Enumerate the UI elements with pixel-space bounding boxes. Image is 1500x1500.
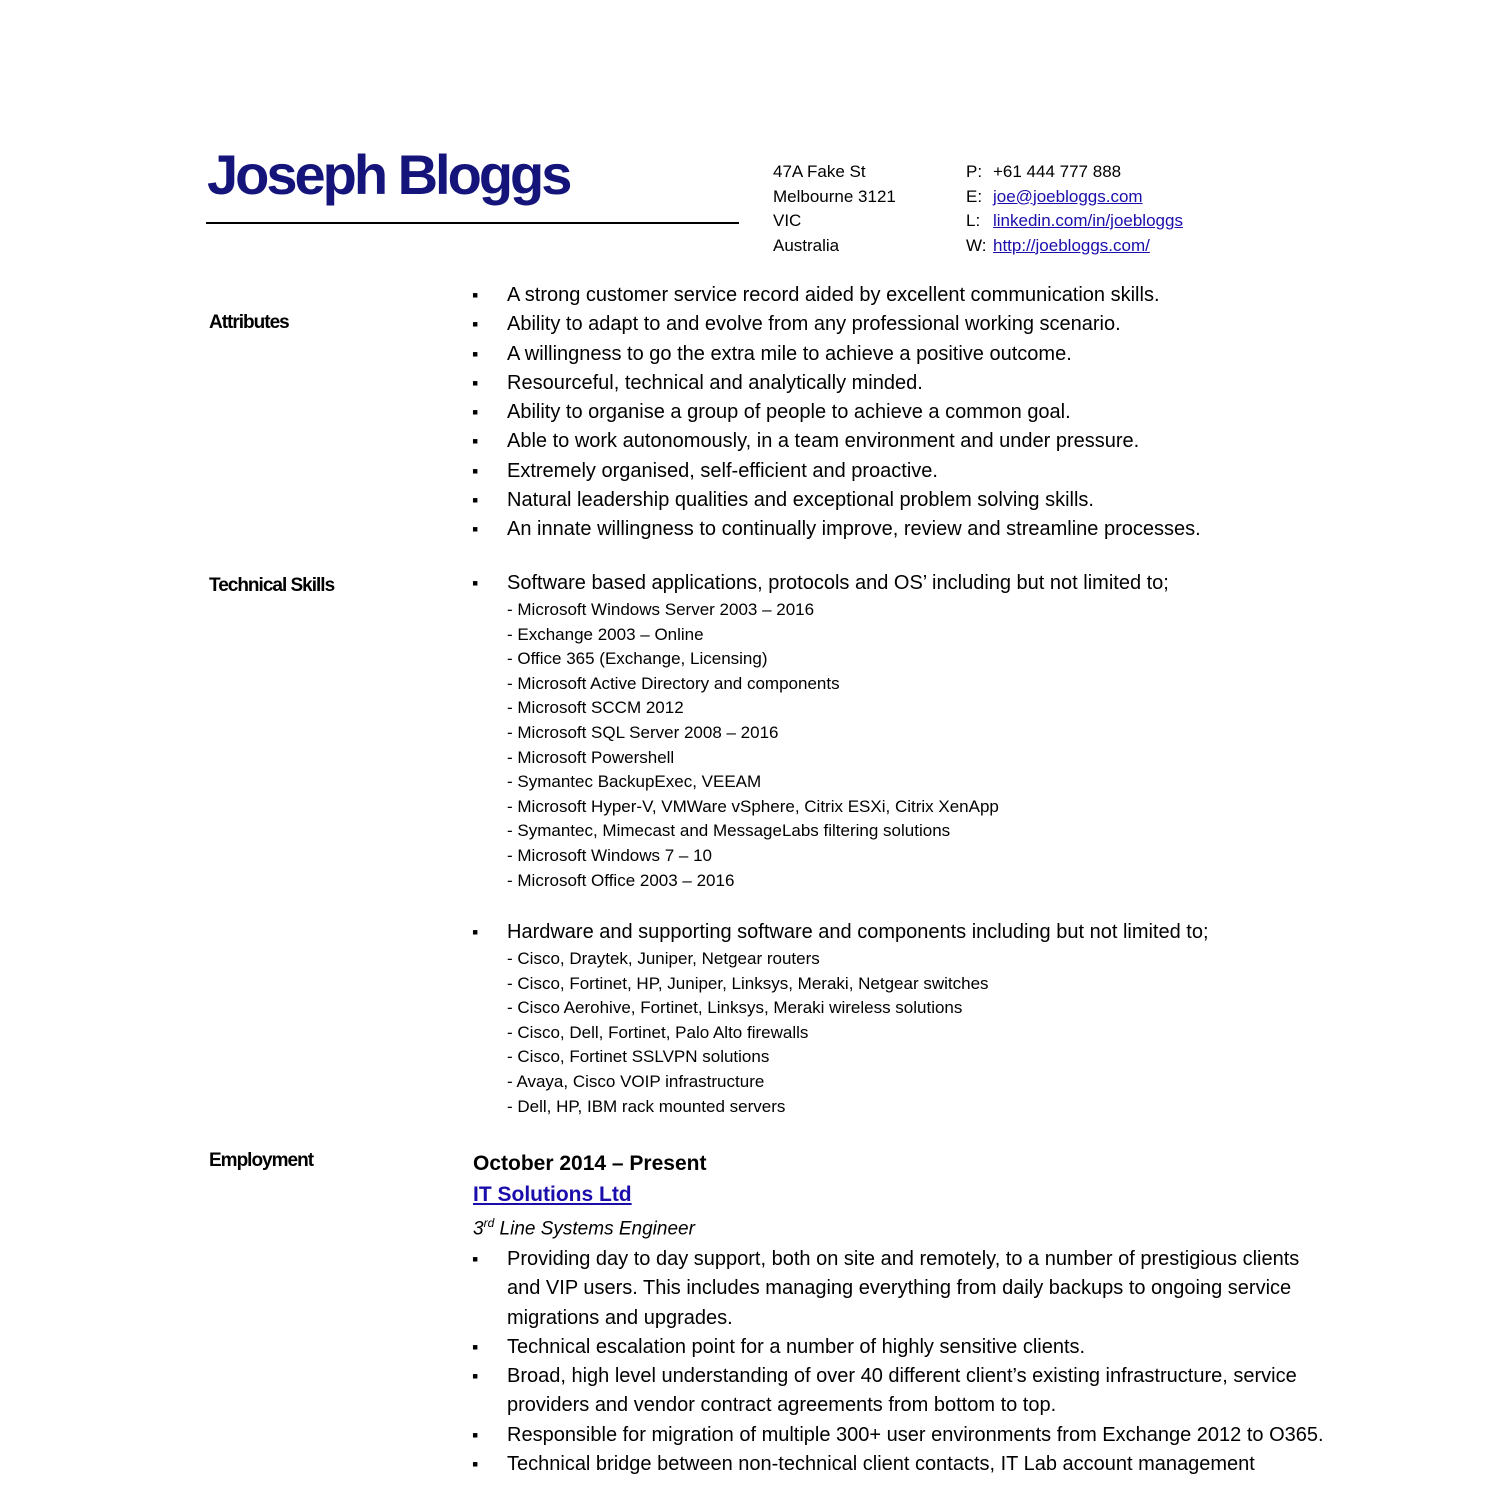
list-item: - Dell, HP, IBM rack mounted servers — [507, 1096, 786, 1116]
address-line: Australia — [773, 235, 840, 255]
list-item: ▪ A willingness to go the extra mile to achieve a positive outcome. — [472, 340, 1201, 369]
hardware-heading-list — [472, 918, 1209, 947]
section-label-technical-skills: Technical Skills — [209, 575, 335, 596]
list-item: ▪ Ability to adapt to and evolve from any professional working scenario. — [472, 310, 1201, 339]
list-item: - Microsoft Hyper-V, VMWare vSphere, Citrix ESXi, Citrix XenApp — [507, 796, 999, 816]
list-item: - Office 365 (Exchange, Licensing) — [507, 649, 768, 669]
website-link[interactable]: http://joebloggs.com/ — [993, 235, 1150, 255]
list-item: ▪ Technical bridge between non-technical client contacts, IT Lab account management — [472, 1450, 1337, 1479]
list-item: - Microsoft SQL Server 2008 – 2016 — [507, 722, 779, 742]
job-title — [473, 1216, 695, 1240]
list-item: - Avaya, Cisco VOIP infrastructure — [507, 1071, 765, 1091]
contact-label: W: — [966, 235, 987, 255]
contact-label: L: — [966, 211, 981, 230]
contact-website — [966, 234, 1183, 259]
list-item: ▪ Extremely organised, self-efficient and proactive. — [472, 457, 1201, 486]
contact-label: P: — [966, 162, 983, 181]
software-heading-list — [472, 569, 1169, 598]
linkedin-link[interactable]: linkedin.com/in/joebloggs — [993, 211, 1183, 230]
list-item: - Cisco, Draytek, Juniper, Netgear routers — [507, 949, 820, 968]
list-item: ▪ Responsible for migration of multiple 300+ user environments from Exchange 2012 to O365. — [472, 1421, 1337, 1450]
job-title-number: 3 — [473, 1218, 484, 1240]
list-item: - Microsoft Windows 7 – 10 — [507, 845, 713, 865]
list-item: - Microsoft Active Directory and components — [507, 673, 840, 693]
list-item: - Exchange 2003 – Online — [507, 624, 704, 644]
section-label-attributes: Attributes — [209, 312, 289, 333]
list-item: - Cisco, Fortinet SSLVPN solutions — [507, 1047, 770, 1067]
list-item: - Cisco, Fortinet, HP, Juniper, Linksys, Meraki, Netgear switches — [507, 973, 989, 993]
list-item: ▪ A strong customer service record aided by excellent communication skills. — [472, 281, 1201, 310]
contact-linkedin — [966, 209, 1183, 234]
address-block — [773, 160, 896, 258]
list-item: - Microsoft Windows Server 2003 – 2016 — [507, 600, 815, 619]
list-item: - Symantec, Mimecast and MessageLabs filtering solutions — [507, 821, 951, 841]
list-item: ▪ Technical escalation point for a number of highly sensitive clients. — [472, 1333, 1337, 1362]
software-list — [507, 598, 999, 893]
list-item: - Cisco Aerohive, Fortinet, Linksys, Meraki wireless solutions — [507, 998, 963, 1018]
section-label-employment: Employment — [209, 1150, 314, 1171]
contact-phone — [966, 160, 1183, 185]
job-dates: October 2014 – Present — [473, 1152, 707, 1175]
list-item: ▪ Natural leadership qualities and exceptional problem solving skills. — [472, 486, 1201, 515]
attributes-list — [472, 281, 1201, 545]
list-item: ▪ Broad, high level understanding of over 40 different client’s existing infrastructure, service providers and vendor contract agreements from bottom to top. — [472, 1362, 1337, 1421]
email-link[interactable]: joe@joebloggs.com — [993, 186, 1143, 206]
list-item: - Cisco, Dell, Fortinet, Palo Alto firewalls — [507, 1022, 809, 1042]
job-title-suffix: rd — [483, 1216, 495, 1230]
address-line: 47A Fake St — [773, 162, 866, 181]
address-line: Melbourne 3121 — [773, 186, 896, 206]
list-item: ▪ Ability to organise a group of people to achieve a common goal. — [472, 398, 1201, 427]
address-line: VIC — [773, 211, 802, 230]
list-item: ▪ Able to work autonomously, in a team environment and under pressure. — [472, 427, 1201, 456]
job-title-text: Line Systems Engineer — [494, 1218, 695, 1240]
software-heading: ▪ Software based applications, protocols and OS’ including but not limited to; — [472, 569, 1169, 598]
contact-email — [966, 185, 1183, 210]
name-divider — [206, 222, 739, 224]
phone-value: +61 444 777 888 — [993, 162, 1122, 181]
list-item: - Microsoft Powershell — [507, 747, 675, 767]
list-item: ▪ Providing day to day support, both on site and remotely, to a number of prestigious clients and VIP users. This includes managing everything from daily backups to ongoing service migrations and upgrades. — [472, 1245, 1337, 1333]
company-link[interactable]: IT Solutions Ltd — [473, 1183, 632, 1206]
contact-block — [966, 160, 1183, 258]
list-item: ▪ An innate willingness to continually improve, review and streamline processes. — [472, 515, 1201, 544]
contact-label: E: — [966, 186, 983, 206]
list-item: - Microsoft SCCM 2012 — [507, 698, 684, 718]
employment-duties-list — [472, 1245, 1337, 1479]
list-item: ▪ Resourceful, technical and analytically minded. — [472, 369, 1201, 398]
list-item: - Microsoft Office 2003 – 2016 — [507, 870, 735, 890]
list-item: - Symantec BackupExec, VEEAM — [507, 772, 762, 792]
hardware-list — [507, 947, 989, 1119]
candidate-name: Joseph Bloggs — [207, 143, 570, 206]
hardware-heading: ▪ Hardware and supporting software and components including but not limited to; — [472, 918, 1209, 947]
